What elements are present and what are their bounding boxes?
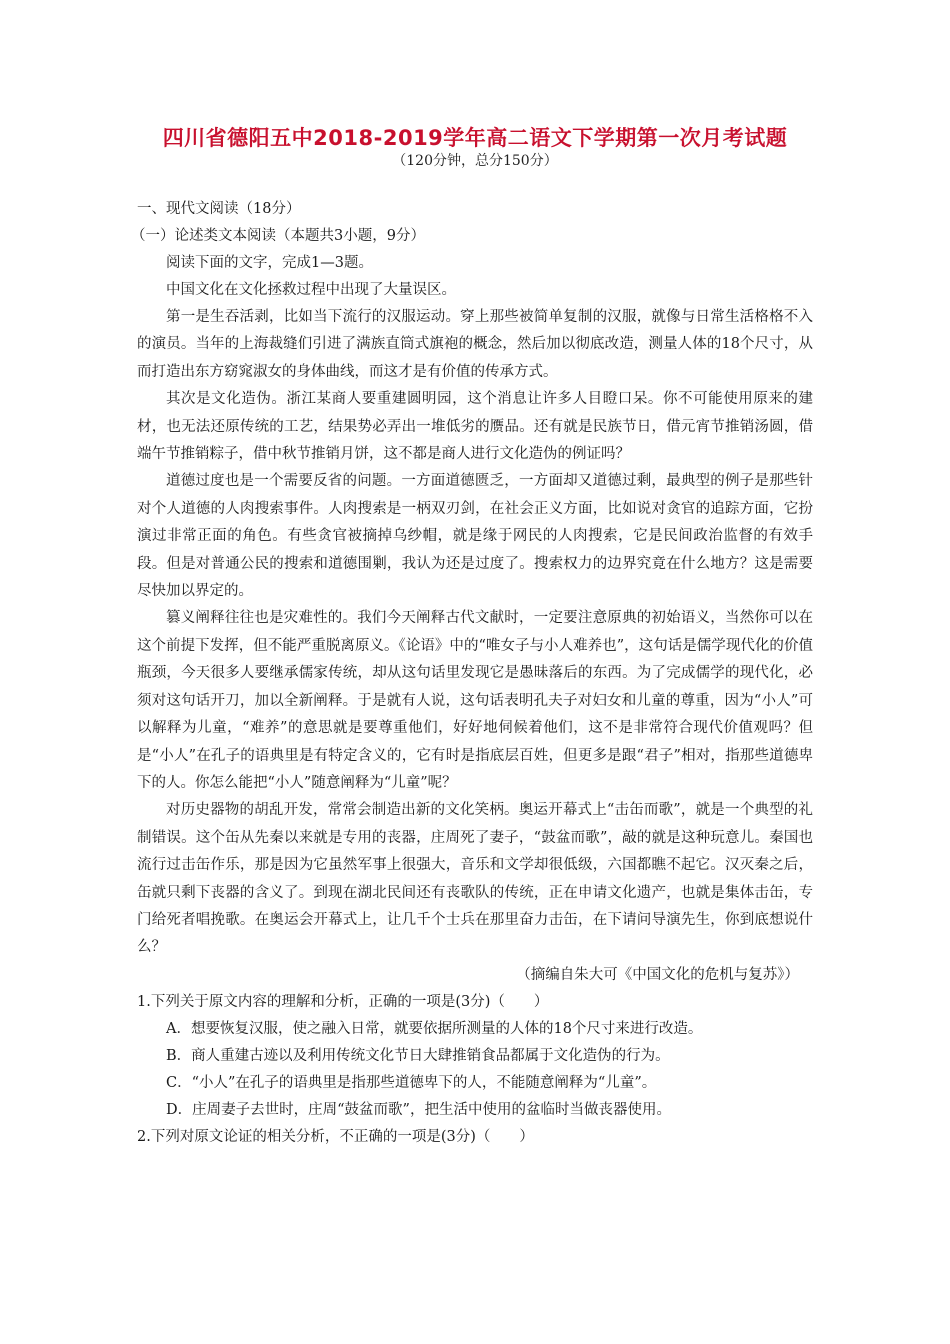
question-1-option-d: D．庄周妻子去世时，庄周“鼓盆而歌”，把生活中使用的盆临时当做丧器使用。: [166, 1101, 671, 1118]
reading-instruction: 阅读下面的文字，完成1—3题。: [166, 255, 373, 271]
subsection-heading: （一）论述类文本阅读（本题共3小题，9分）: [131, 228, 425, 244]
document-body: [131, 196, 813, 1151]
passage-paragraph: 对历史器物的胡乱开发，常常会制造出新的文化笑柄。奥运开幕式上“击缶而歌”，就是一个典型的礼制错误。这个缶从先秦以来就是专用的丧器，庄周死了妻子，“鼓盆而歌”，敲的就是这种玩意儿。秦国也流行过击缶作乐，那是因为它虽然军事上很强大，音乐和文学却很低级，六国都瞧不起它。汉灭秦之后，缶就只剩下丧器的含义了。到现在湖北民间还有丧歌队的传统，正在申请文化遗产，也就是集体击缶，专门给死者唱挽歌。在奥运会开幕式上，让几千个士兵在那里奋力击缶，在下请问导演先生，你到底想说什么？: [137, 802, 813, 956]
question-1-option-c: C．“小人”在孔子的语典里是指那些道德卑下的人，不能随意阐释为“儿童”。: [166, 1074, 657, 1091]
document-subtitle: （120分钟，总分150分）: [392, 153, 558, 169]
passage-intro: 中国文化在文化拯救过程中出现了大量误区。: [166, 282, 456, 298]
question-2-stem: 2.下列对原文论证的相关分析，不正确的一项是(3分)（ ）: [137, 1128, 534, 1145]
question-1-option-b: B．商人重建古迹以及利用传统文化节日大肆推销食品都属于文化造伪的行为。: [166, 1047, 670, 1064]
passage-paragraph: 第一是生吞活剥，比如当下流行的汉服运动。穿上那些被简单复制的汉服，就像与日常生活格格不入的演员。当年的上海裁缝们引进了满族直筒式旗袍的概念，然后加以彻底改造，测量人体的18个尺寸，从而打造出东方窈窕淑女的身体曲线，而这才是有价值的传承方式。: [137, 309, 813, 380]
passage-paragraph: 道德过度也是一个需要反省的问题。一方面道德匮乏，一方面却又道德过剩，最典型的例子是那些针对个人道德的人肉搜索事件。人肉搜索是一柄双刃剑，在社会正义方面，比如说对贪官的追踪方面，它扮演过非常正面的角色。有些贪官被摘掉乌纱帽，就是缘于网民的人肉搜索，它是民间政治监督的有效手段。但是对普通公民的搜索和道德围剿，我认为还是过度了。搜索权力的边界究竟在什么地方？这是需要尽快加以界定的。: [137, 473, 813, 600]
passage-source: （摘编自朱大可《中国文化的危机与复苏》）: [516, 966, 799, 983]
question-1-stem: 1.下列关于原文内容的理解和分析，正确的一项是(3分)（ ）: [137, 993, 549, 1010]
section-heading: 一、现代文阅读（18分）: [137, 201, 301, 217]
question-1-option-a: A．想要恢复汉服，使之融入日常，就要依据所测量的人体的18个尺寸来进行改造。: [166, 1020, 703, 1037]
document-title: 四川省德阳五中2018-2019学年高二语文下学期第一次月考试题: [162, 126, 788, 150]
passage-paragraph: 篡义阐释往往也是灾难性的。我们今天阐释古代文献时，一定要注意原典的初始语义，当然你可以在这个前提下发挥，但不能严重脱离原义。《论语》中的“唯女子与小人难养也”，这句话是儒学现代化的价值瓶颈，今天很多人要继承儒家传统，却从这句话里发现它是愚昧落后的东西。为了完成儒学的现代化，必须对这句话开刀，加以全新阐释。于是就有人说，这句话表明孔夫子对妇女和儿童的尊重，因为“小人”可以解释为儿童，“难养”的意思就是要尊重他们，好好地伺候着他们，这不是非常符合现代价值观吗？但是“小人”在孔子的语典里是有特定含义的，它有时是指底层百姓，但更多是跟“君子”相对，指那些道德卑下的人。你怎么能把“小人”随意阐释为“儿童”呢？: [137, 610, 813, 791]
passage-paragraph: 其次是文化造伪。浙江某商人要重建圆明园，这个消息让许多人目瞪口呆。你不可能使用原来的建材，也无法还原传统的工艺，结果势必弄出一堆低劣的赝品。还有就是民族节日，借元宵节推销汤圆，借端午节推销粽子，借中秋节推销月饼，这不都是商人进行文化造伪的例证吗？: [137, 391, 813, 463]
